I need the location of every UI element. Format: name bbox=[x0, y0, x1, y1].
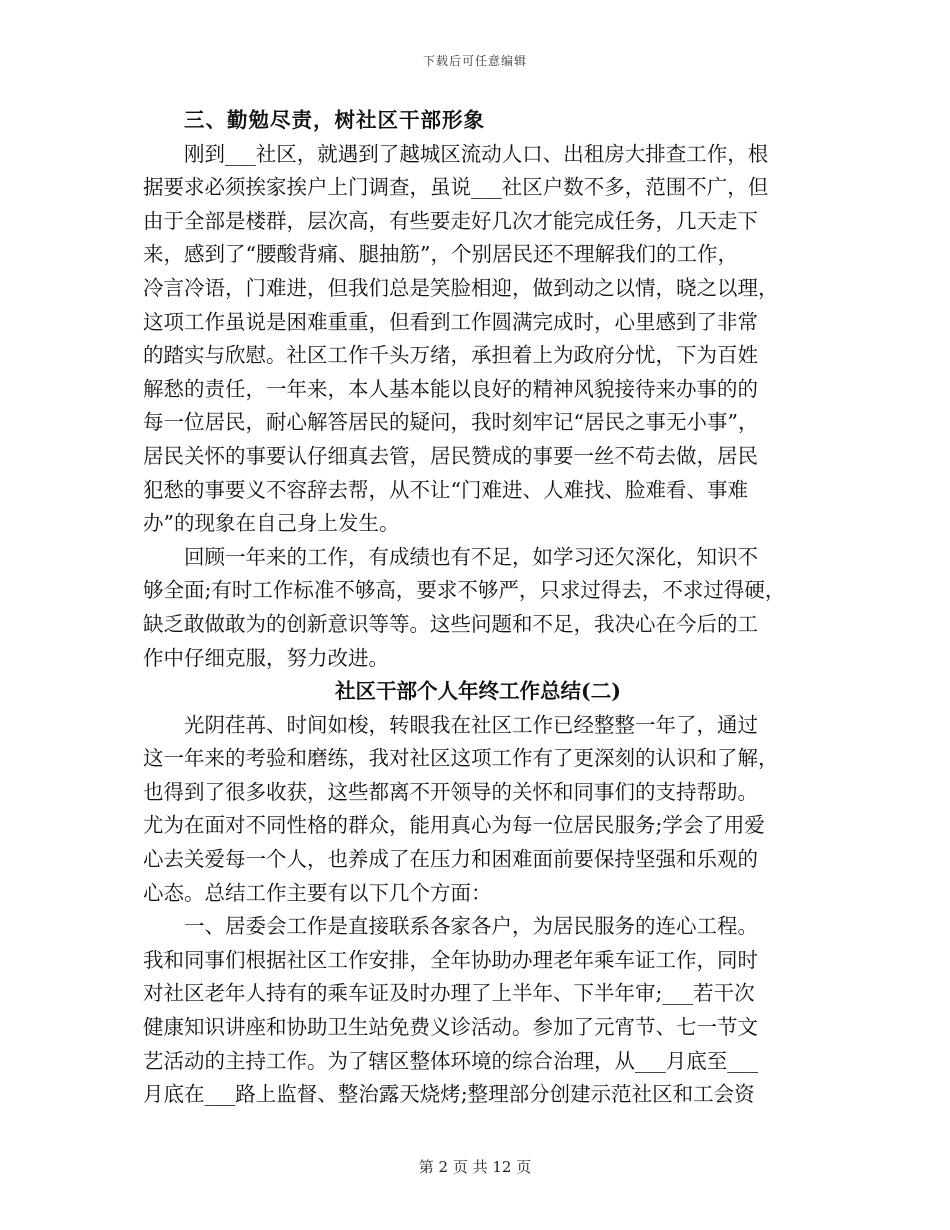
paragraph-line: 冷言冷语，门难进，但我们总是笑脸相迎，做到动之以情，晓之以理， bbox=[143, 275, 779, 300]
paragraph-line: 解愁的责任，一年来，本人基本能以良好的精神风貌接待来办事的的 bbox=[143, 376, 758, 401]
paragraph-line: 这一年来的考验和磨练，我对社区这项工作有了更深刻的认识和了解， bbox=[143, 746, 779, 771]
page-header: 下载后可任意编辑 bbox=[422, 54, 527, 68]
paragraph-line: 对社区老年人持有的乘车证及时办理了上半年、下半年审;___若干次 bbox=[143, 981, 755, 1006]
paragraph-line: 艺活动的主持工作。为了辖区整体环境的综合治理，从___月底至___ bbox=[143, 1048, 758, 1073]
page-footer: 第 2 页 共 12 页 bbox=[418, 1158, 532, 1176]
paragraph-line: 月底在___路上监督、整治露天烧烤;整理部分创建示范社区和工会资 bbox=[143, 1082, 755, 1107]
paragraph-line: 心态。总结工作主要有以下几个方面： bbox=[143, 880, 492, 905]
paragraph-line: 也得到了很多收获，这些都离不开领导的关怀和同事们的支持帮助。 bbox=[143, 779, 758, 804]
paragraph-line: 办”的现象在自己身上发生。 bbox=[143, 511, 400, 536]
paragraph-line: 犯愁的事要义不容辞去帮，从不让“门难进、人难找、脸难看、事难 bbox=[143, 477, 748, 502]
paragraph-line: 由于全部是楼群，层次高，有些要走好几次才能完成任务，几天走下 bbox=[143, 208, 758, 233]
paragraph-line: 我和同事们根据社区工作安排，全年协助办理老年乘车证工作，同时 bbox=[143, 947, 758, 972]
paragraph-line: 缺乏敢做敢为的创新意识等等。这些问题和不足，我决心在今后的工 bbox=[143, 611, 758, 636]
section-heading: 三、勤勉尽责，树社区干部形象 bbox=[184, 108, 485, 132]
paragraph-line: 光阴荏苒、时间如梭，转眼我在社区工作已经整整一年了，通过 bbox=[184, 712, 758, 737]
paragraph-line: 回顾一年来的工作，有成绩也有不足，如学习还欠深化，知识不 bbox=[184, 544, 758, 569]
paragraph-line: 的踏实与欣慰。社区工作千头万绪，承担着上为政府分忧，下为百姓 bbox=[143, 343, 758, 368]
paragraph-line: 尤为在面对不同性格的群众，能用真心为每一位居民服务;学会了用爱 bbox=[143, 813, 765, 838]
paragraph-line: 据要求必须挨家挨户上门调查，虽说___社区户数不多，范围不广，但 bbox=[143, 175, 769, 200]
paragraph-line: 这项工作虽说是困难重重，但看到工作圆满完成时，心里感到了非常 bbox=[143, 309, 758, 334]
paragraph-line: 每一位居民，耐心解答居民的疑问，我时刻牢记“居民之事无小事”， bbox=[143, 410, 759, 435]
paragraph-line: 心去关爱每一个人，也养成了在压力和困难面前要保持坚强和乐观的 bbox=[143, 847, 758, 872]
paragraph-line: 够全面;有时工作标准不够高，要求不够严，只求过得去，不求过得硬， bbox=[143, 578, 786, 603]
paragraph-line: 刚到___社区，就遇到了越城区流动人口、出租房大排查工作，根 bbox=[184, 141, 769, 166]
document-title: 社区干部个人年终工作总结(二) bbox=[335, 679, 621, 704]
document-body bbox=[143, 104, 813, 1112]
paragraph-line: 作中仔细克服，努力改进。 bbox=[143, 645, 389, 670]
paragraph-line: 来，感到了“腰酸背痛、腿抽筋”，个别居民还不理解我们的工作， bbox=[143, 242, 738, 267]
paragraph-line: 一、居委会工作是直接联系各家各户，为居民服务的连心工程。 bbox=[184, 914, 758, 939]
paragraph-line: 居民关怀的事要认仔细真去管，居民赞成的事要一丝不苟去做，居民 bbox=[143, 443, 758, 468]
paragraph-line: 健康知识讲座和协助卫生站免费义诊活动。参加了元宵节、七一节文 bbox=[143, 1015, 758, 1040]
